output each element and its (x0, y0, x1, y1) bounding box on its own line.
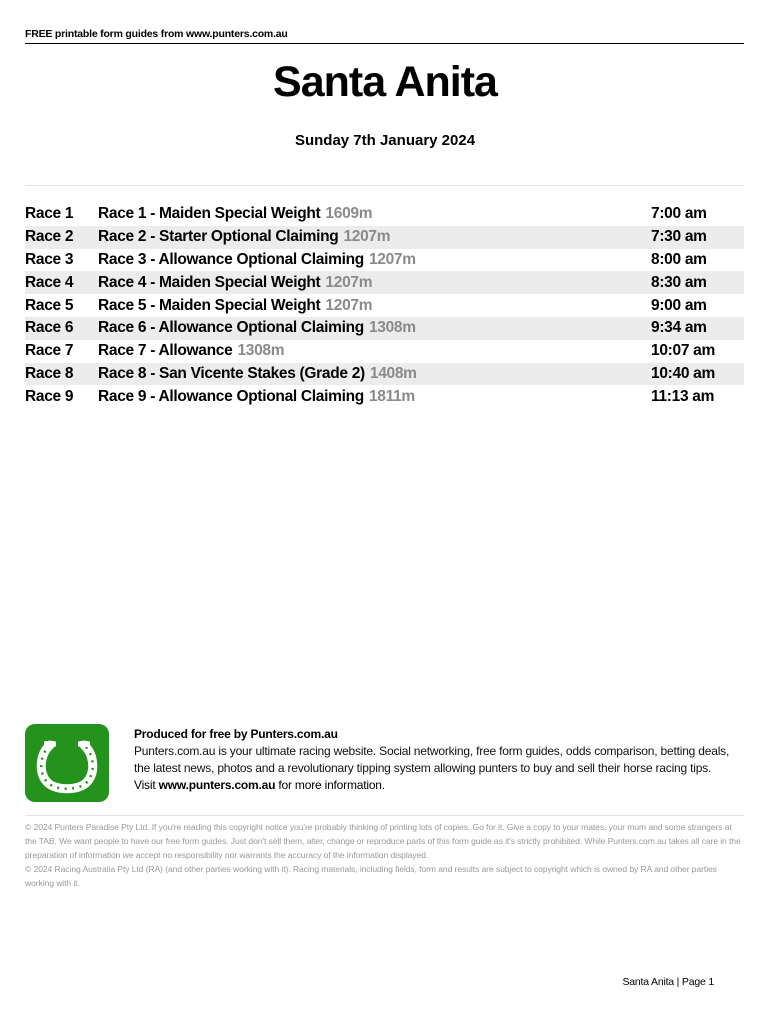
race-distance: 1308m (237, 342, 285, 360)
race-time: 7:30 am (651, 228, 707, 246)
page-title: Santa Anita (273, 58, 497, 106)
copyright-notice (25, 820, 744, 890)
race-title (98, 228, 651, 246)
race-name: Race 9 - Allowance Optional Claiming (98, 387, 364, 405)
divider (25, 185, 744, 186)
race-number: Race 9 (25, 387, 74, 405)
race-name: Race 1 - Maiden Special Weight (98, 205, 321, 223)
visit-suffix: for more information. (278, 778, 385, 792)
race-time: 9:34 am (651, 319, 707, 337)
race-number: Race 5 (25, 296, 74, 314)
race-title (98, 274, 651, 292)
race-distance: 1609m (325, 205, 373, 223)
race-title (98, 342, 651, 360)
race-name: Race 5 - Maiden Special Weight (98, 296, 321, 314)
promo-visit (134, 777, 746, 794)
race-time: 11:13 am (651, 387, 715, 405)
horseshoe-icon (25, 724, 109, 802)
promo-title: Produced for free by Punters.com.au (134, 727, 338, 741)
promo-block (134, 726, 746, 794)
race-number: Race 8 (25, 364, 74, 382)
race-row (25, 294, 744, 317)
race-distance: 1207m (325, 273, 373, 291)
race-title (98, 365, 651, 383)
race-distance: 1207m (343, 228, 391, 246)
race-title (98, 297, 651, 315)
promo-text: Punters.com.au is your ultimate racing website. Social networking, free form guides, odds comparison, betting deals, the latest news, photos and a revolutionary tipping system allowing punters to buy and sell their horse racing tips. (134, 744, 730, 775)
race-row (25, 226, 744, 249)
race-row (25, 317, 744, 340)
race-distance: 1308m (368, 319, 416, 337)
divider (25, 815, 744, 816)
race-list (25, 203, 744, 408)
race-time: 10:07 am (651, 342, 715, 360)
race-number: Race 3 (25, 250, 74, 268)
race-number: Race 1 (25, 205, 74, 223)
race-name: Race 4 - Maiden Special Weight (98, 273, 321, 291)
copyright-paragraph: © 2024 Racing Australia Pty Ltd (RA) (and other parties working with it). Racing materials, including fields, form and results are subject to copyright which is owned by RA and other parties working with it. (25, 864, 717, 888)
punters-link[interactable]: www.punters.com.au (158, 778, 276, 792)
visit-prefix: Visit (134, 778, 156, 792)
race-distance: 1207m (368, 250, 416, 268)
race-title (98, 319, 651, 337)
race-title (98, 205, 651, 223)
race-time: 8:30 am (651, 273, 707, 291)
race-time: 8:00 am (651, 250, 707, 268)
race-title (98, 251, 651, 269)
race-title (98, 388, 651, 406)
race-name: Race 2 - Starter Optional Claiming (98, 228, 339, 246)
race-time: 10:40 am (651, 364, 715, 382)
header-tagline: FREE printable form guides from www.punters.com.au (25, 28, 744, 44)
race-row (25, 385, 744, 408)
race-name: Race 8 - San Vicente Stakes (Grade 2) (98, 364, 365, 382)
race-distance: 1207m (325, 296, 373, 314)
race-name: Race 6 - Allowance Optional Claiming (98, 319, 364, 337)
race-row (25, 363, 744, 386)
page-footer: Santa Anita | Page 1 (622, 976, 714, 988)
race-number: Race 6 (25, 319, 74, 337)
race-name: Race 3 - Allowance Optional Claiming (98, 250, 364, 268)
race-time: 9:00 am (651, 296, 707, 314)
race-row (25, 203, 744, 226)
race-date: Sunday 7th January 2024 (294, 132, 476, 149)
race-name: Race 7 - Allowance (98, 342, 233, 360)
race-number: Race 2 (25, 228, 74, 246)
race-row (25, 271, 744, 294)
copyright-paragraph: © 2024 Punters Paradise Pty Ltd. If you're reading this copyright notice you're probably thinking of printing lots of copies. Go for it. Give a copy to your mates, your mum and some strangers at the TAB. We want people to have our free form guides. Just don't sell them, alter, change or reproduce parts of this form guide as it's strictly prohibited. While Punters.com.au takes all care in the preparation of information we accept no responsibility nor warrants the accuracy of the information displayed. (25, 822, 741, 860)
race-row (25, 249, 744, 272)
race-number: Race 4 (25, 273, 74, 291)
race-time: 7:00 am (651, 205, 707, 223)
race-number: Race 7 (25, 342, 74, 360)
race-distance: 1408m (369, 364, 417, 382)
race-row (25, 340, 744, 363)
race-distance: 1811m (368, 387, 415, 405)
punters-logo (25, 724, 109, 802)
